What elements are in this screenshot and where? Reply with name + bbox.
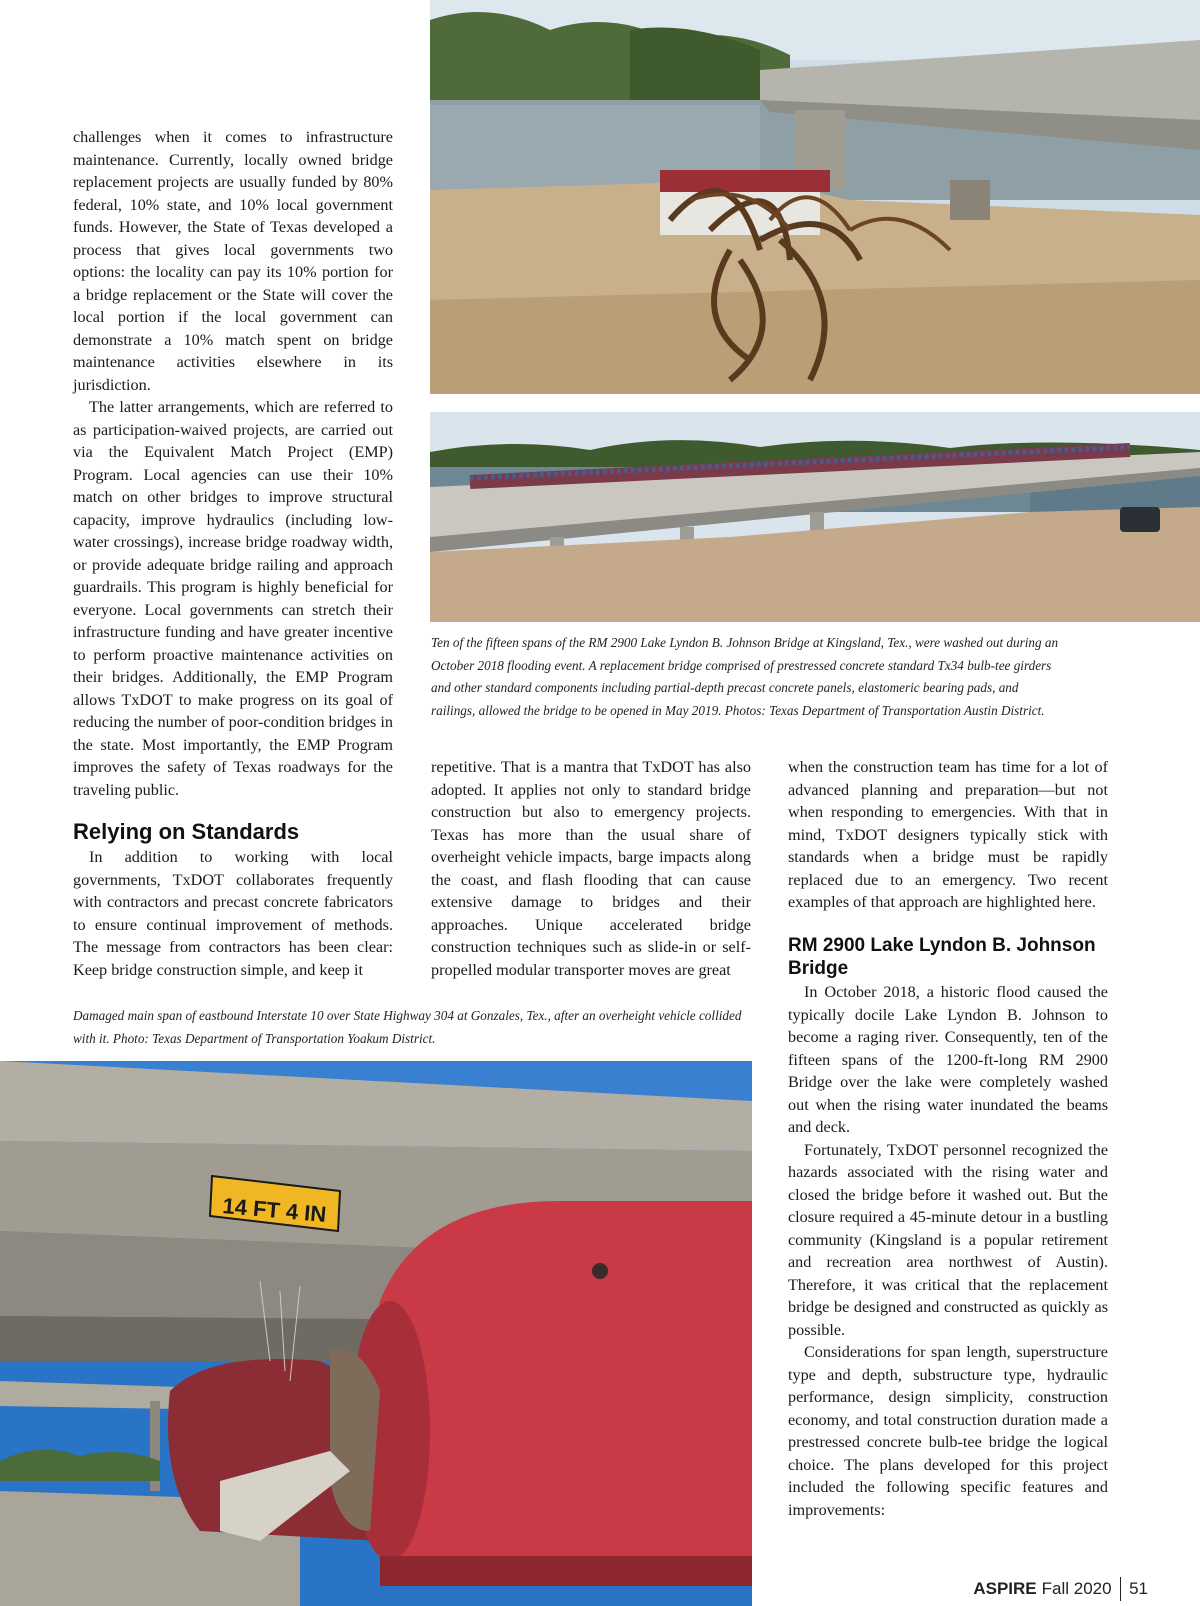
heading-relying-on-standards: Relying on Standards xyxy=(73,819,300,844)
heading-rm-2900-bridge: RM 2900 Lake Lyndon B. Johnson Bridge xyxy=(788,935,1096,979)
photo-washed-out-bridge xyxy=(430,0,1200,394)
left-column-text xyxy=(73,126,393,801)
footer-divider xyxy=(1120,1577,1122,1601)
paragraph-flood: In October 2018, a historic flood caused the typically docile Lake Lyndon B. Johnson to become a raging river. Consequently, ten of the fifteen spans of the 1200-ft-long RM 2900 Bridge over the lake were completely washed out when the rising water inundated the beams and deck. xyxy=(788,983,1108,1136)
page-number: 51 xyxy=(1129,1579,1148,1598)
paragraph-emergencies: when the construction team has time for a lot of advanced planning and preparation—but not when responding to emergencies. With that in mind, TxDOT designers typically stick with standards when a bridge must be rapidly replaced due to an emergency. Two recent examples of that approach are highlighted here. xyxy=(788,758,1108,911)
caption-interstate: Damaged main span of eastbound Interstate 10 over State Highway 304 at Gonzales, Tex., after an overheight vehicle collided with it. Photo: Texas Department of Transportation Yoakum District. xyxy=(73,1008,742,1046)
right-column-intro xyxy=(788,756,1108,914)
paragraph-repetitive: repetitive. That is a mantra that TxDOT has also adopted. It applies not only to standard bridge construction but also to emergency projects. Texas has more than the usual share of overheight vehicle impacts, barge impacts along the coast, and flash flooding that can cause extensive damage to bridges and their approaches. Unique accelerated bridge construction techniques such as slide-in or self-propelled modular transporter moves are great xyxy=(431,758,751,979)
page-footer xyxy=(973,1577,1148,1601)
paragraph-emp-program: The latter arrangements, which are referred to as participation-waived projects, are carried out via the Equivalent Match Project (EMP) Program. Local agencies can use their 10% match on other bridges to improve structural capacity, improve hydraulics (including low-water crossings), increase bridge roadway width, or provide adequate bridge railing and approach guardrails. This program is highly beneficial for everyone. Local governments can stretch their infrastructure funding and have greater incentive to perform proactive maintenance activities on their bridges. Additionally, the EMP Program allows TxDOT to make progress on its goal of reducing the number of poor-condition bridges in the state. Most importantly, the EMP Program improves the safety of Texas roadways for the traveling public. xyxy=(73,398,393,799)
paragraph-closure: Fortunately, TxDOT personnel recognized the hazards associated with the rising water and closed the bridge before it washed out. But the closure required a 45-minute detour in a bustling community (Kingsland is a popular retirement and recreation area northwest of Austin). Therefore, it was critical that the replacement bridge be designed and constructed as quickly as possible. xyxy=(788,1140,1108,1339)
photo-replacement-bridge-opening xyxy=(430,412,1200,622)
caption-lake-bridge: Ten of the fifteen spans of the RM 2900 Lake Lyndon B. Johnson Bridge at Kingsland, Tex., were washed out during an October 2018 flooding event. A replacement bridge comprised of prestressed concrete standard Tx34 bulb-tee girders and other standard components including partial-depth precast concrete panels, elastomeric bearing pads, and railings, allowed the bridge to be opened in May 2019. Photos: Texas Department of Transportation Austin District. xyxy=(431,635,1059,718)
clearance-sign-text: 14 FT 4 IN xyxy=(221,1193,328,1228)
photo-damaged-interstate-span xyxy=(0,1061,752,1606)
right-column-text xyxy=(788,981,1108,1521)
paragraph-funding: challenges when it comes to infrastructure maintenance. Currently, locally owned bridge replacement projects are usually funded by 80% federal, 10% state, and 10% local government funds. However, the State of Texas developed a process that gives local governments two options: the locality can pay its 10% portion for a bridge replacement or the State will cover the local portion if the local government can demonstrate a 10% match spent on bridge maintenance activities elsewhere in its jurisdiction. xyxy=(73,128,393,394)
middle-column-text xyxy=(431,756,751,981)
left-column-standards-text xyxy=(73,846,393,981)
magazine-name: ASPIRE xyxy=(973,1579,1037,1598)
issue-label: Fall 2020 xyxy=(1041,1579,1112,1598)
paragraph-standards: In addition to working with local governments, TxDOT collaborates frequently with contractors and precast concrete fabricators to ensure continual improvement of methods. The message from contractors has been clear: Keep bridge construction simple, and keep it xyxy=(73,848,393,979)
paragraph-considerations: Considerations for span length, superstructure type and depth, substructure type, hydraulic performance, design simplicity, construction economy, and total construction duration made a prestressed concrete bulb-tee bridge the logical choice. The plans developed for this project included the following specific features and improvements: xyxy=(788,1343,1108,1519)
